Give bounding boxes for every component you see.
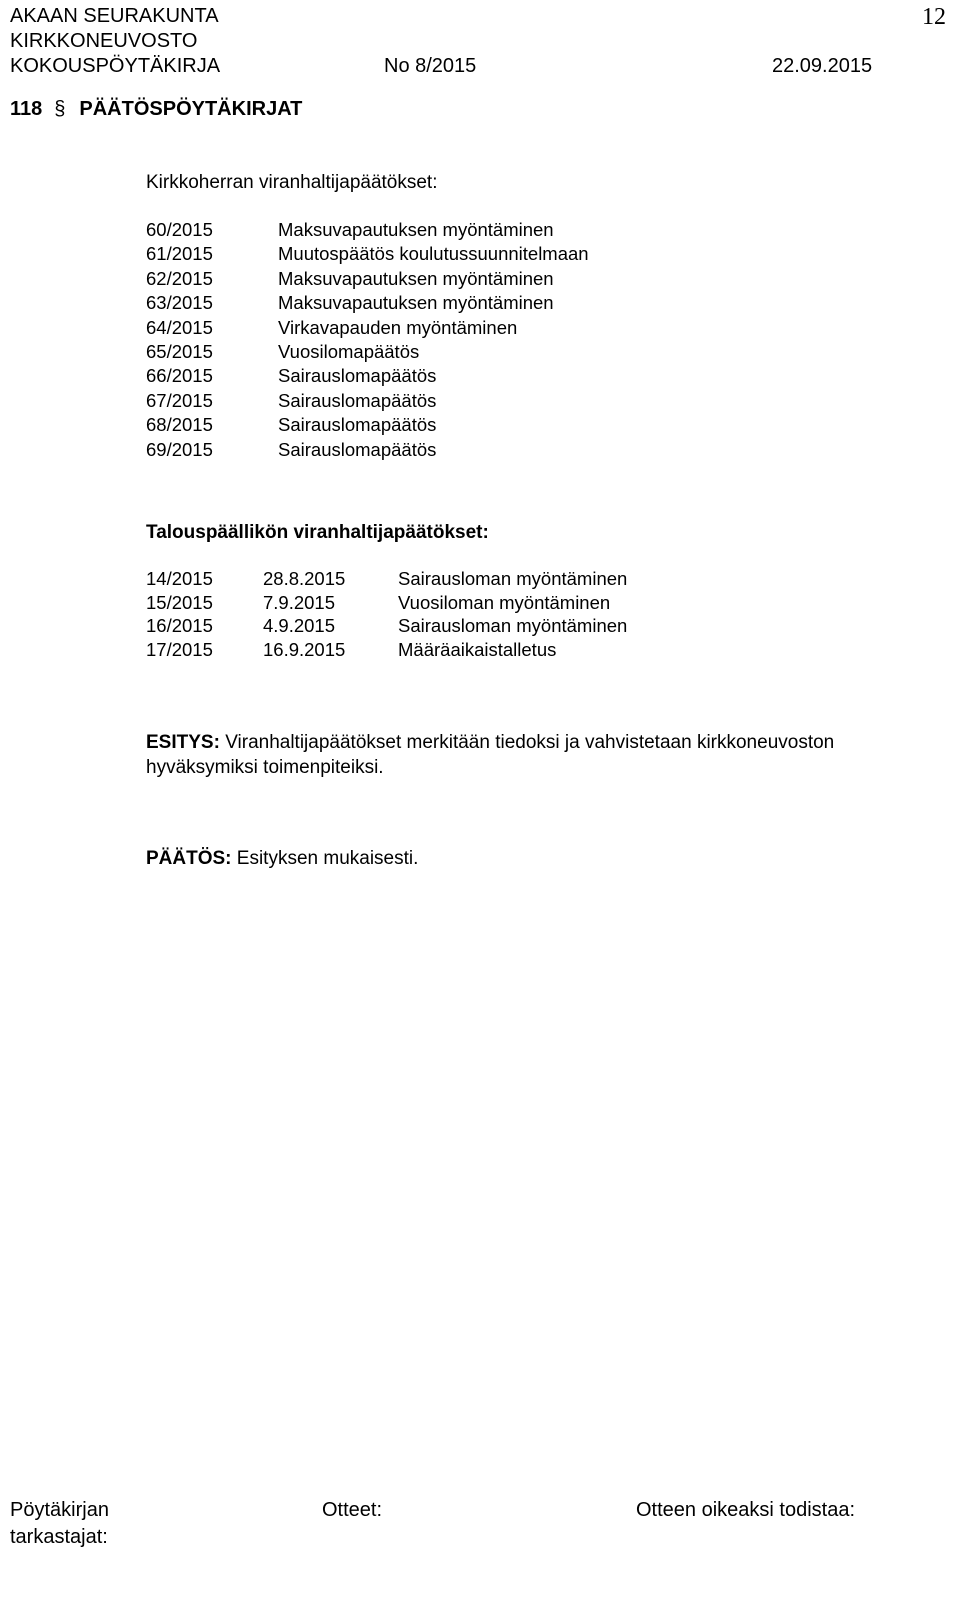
list-item: [146, 614, 627, 638]
list-item: [146, 438, 589, 462]
decision-date: 7.9.2015: [263, 591, 336, 613]
decision-id: 63/2015: [146, 292, 213, 314]
doc-number: No 8/2015: [384, 55, 477, 77]
footer-extracts: Otteet:: [322, 1499, 383, 1521]
decision-id: 67/2015: [146, 389, 213, 411]
decision-id: 16/2015: [146, 615, 213, 636]
reviewers-label-line1: Pöytäkirjan: [10, 1499, 109, 1521]
list-item: [146, 340, 589, 364]
decision-label: PÄÄTÖS:: [146, 848, 232, 869]
decision-id: 65/2015: [146, 341, 213, 363]
list-item: [146, 364, 589, 388]
decision-id: 14/2015: [146, 568, 213, 589]
list-item: [146, 413, 589, 437]
finance-decision-list: [146, 567, 627, 661]
footer-reviewers: [10, 1497, 109, 1551]
vicar-heading: Kirkkoherran viranhaltijapäätökset:: [146, 172, 438, 193]
decision-date: 4.9.2015: [263, 615, 336, 636]
proposal-text: Viranhaltijapäätökset merkitään tiedoksi ja vahvistetaan kirkkoneuvoston hyväksymiksi toimenpiteiksi.: [146, 732, 835, 778]
list-item: [146, 316, 589, 340]
org-name: AKAAN SEURAKUNTA: [10, 5, 219, 27]
reviewers-label-line2: tarkastajat:: [10, 1526, 108, 1548]
decision-text: Vuosilomapäätös: [278, 341, 420, 363]
decision-paragraph: [146, 846, 936, 871]
body-name: KIRKKONEUVOSTO: [10, 30, 198, 52]
decision-text: Maksuvapautuksen myöntäminen: [278, 219, 554, 240]
decision-id: 64/2015: [146, 316, 213, 338]
list-item: [146, 218, 589, 242]
decision-text: Sairauslomapäätös: [278, 389, 437, 411]
decision-id: 60/2015: [146, 219, 213, 240]
decision-text: Sairauslomapäätös: [278, 414, 437, 436]
decision-id: 15/2015: [146, 591, 213, 613]
decision-id: 69/2015: [146, 438, 213, 460]
decision-id: 68/2015: [146, 414, 213, 436]
list-item: [146, 291, 589, 315]
proposal-paragraph: [146, 730, 936, 780]
decision-text: Sairauslomapäätös: [278, 438, 437, 460]
list-item: [146, 567, 627, 591]
decision-text: Muutospäätös koulutussuunnitelmaan: [278, 243, 589, 265]
list-item: [146, 242, 589, 266]
decision-text: Vuosiloman myöntäminen: [398, 591, 611, 613]
section-number: 118: [10, 98, 43, 120]
decision-date: 16.9.2015: [263, 638, 346, 660]
decision-id: 66/2015: [146, 365, 213, 387]
list-item: [146, 638, 627, 662]
decision-text: Sairauslomapäätös: [278, 365, 437, 387]
decision-text: Maksuvapautuksen myöntäminen: [278, 292, 554, 314]
footer-certified: Otteen oikeaksi todistaa:: [636, 1499, 856, 1521]
decision-text: Virkavapauden myöntäminen: [278, 316, 518, 338]
vicar-decision-list: [146, 218, 589, 462]
decision-text: Sairausloman myöntäminen: [398, 615, 628, 636]
proposal-label: ESITYS:: [146, 732, 220, 753]
decision-text: Esityksen mukaisesti.: [236, 848, 419, 869]
page-number: 12: [922, 4, 946, 30]
paragraph-symbol: §: [54, 98, 66, 120]
decision-id: 62/2015: [146, 267, 213, 289]
decision-text: Maksuvapautuksen myöntäminen: [278, 267, 554, 289]
decision-date: 28.8.2015: [263, 568, 346, 589]
section-name: PÄÄTÖSPÖYTÄKIRJAT: [79, 98, 303, 120]
section-title: [10, 98, 302, 121]
doc-date: 22.09.2015: [772, 55, 873, 77]
decision-text: Sairausloman myöntäminen: [398, 568, 628, 589]
doc-type: KOKOUSPÖYTÄKIRJA: [10, 55, 221, 77]
list-item: [146, 389, 589, 413]
decision-text: Määräaikaistalletus: [398, 638, 557, 660]
finance-heading: Talouspäällikön viranhaltijapäätökset:: [146, 522, 489, 543]
list-item: [146, 591, 627, 615]
list-item: [146, 267, 589, 291]
decision-id: 17/2015: [146, 638, 213, 660]
decision-id: 61/2015: [146, 243, 213, 265]
